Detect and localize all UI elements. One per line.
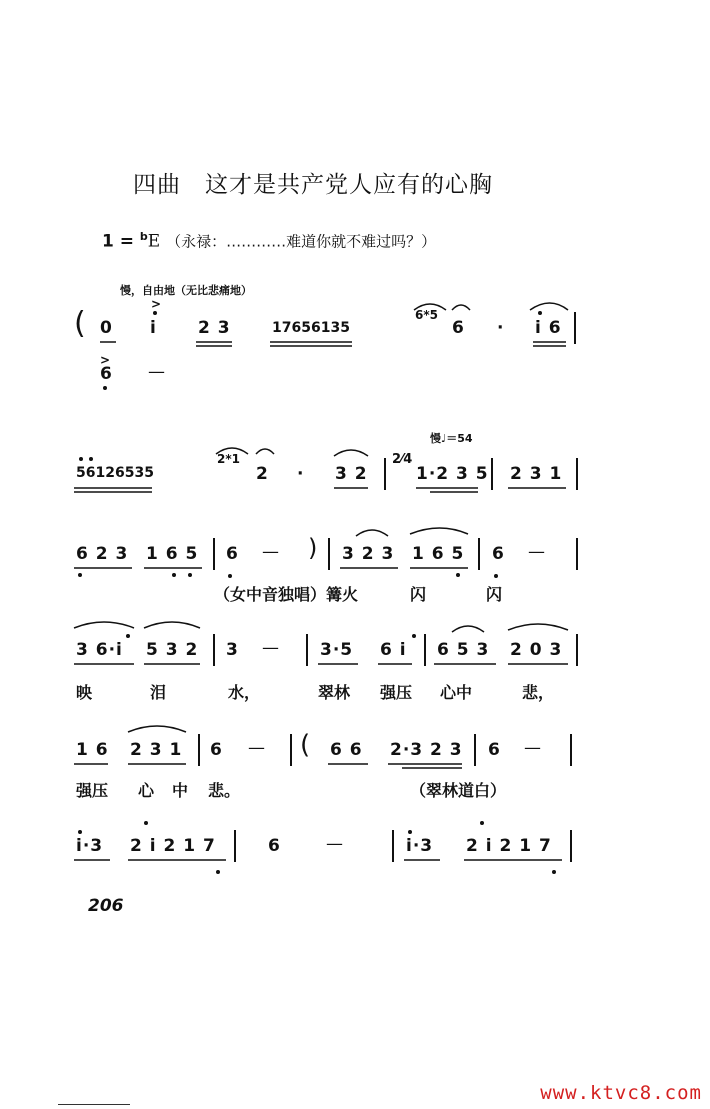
octave-dot xyxy=(103,386,107,390)
octave-dot xyxy=(538,311,542,315)
slur xyxy=(144,622,200,628)
slur xyxy=(216,448,248,454)
note-group: 6 xyxy=(210,740,223,760)
lyric: （女中音独唱）篝火 xyxy=(214,585,359,604)
note-group: 2 0 3 xyxy=(510,640,563,660)
dash: — xyxy=(148,362,166,382)
dot-extension: · xyxy=(297,464,305,484)
octave-dot xyxy=(89,457,93,461)
lyric: 悲， xyxy=(522,683,555,702)
octave-dot xyxy=(78,830,82,834)
note-group: 2·3 2 3 xyxy=(390,740,463,760)
octave-dot xyxy=(494,574,498,578)
lyric: 闪 xyxy=(486,585,503,604)
fermata xyxy=(452,305,470,310)
slur xyxy=(414,304,446,310)
time-signature: 2⁄4 xyxy=(392,452,413,467)
octave-dot xyxy=(228,574,232,578)
note-group: 2 xyxy=(256,464,269,484)
time-sig-bottom: 4 xyxy=(403,452,413,467)
note-group: i·3 xyxy=(76,836,104,856)
lyric: 强压 xyxy=(76,781,109,800)
note-group: 2 3 1 xyxy=(510,464,563,484)
open-paren: ( xyxy=(300,730,311,760)
note-group: 2 3 1 xyxy=(130,740,183,760)
lyric: 闪 xyxy=(410,585,427,604)
dash: — xyxy=(326,834,344,854)
intro-marking: 慢，自由地（无比悲痛地） xyxy=(120,284,252,297)
note-group: 2 3 xyxy=(198,318,231,338)
dash: — xyxy=(248,738,266,758)
note-group: 3·5 xyxy=(320,640,354,660)
lyric: 强压 xyxy=(380,683,413,702)
slur xyxy=(508,624,568,630)
time-sig-top: 2 xyxy=(392,452,402,467)
lyric: 泪 xyxy=(150,683,167,702)
lyric: 心中 xyxy=(440,683,473,702)
octave-dot xyxy=(188,573,192,577)
note-group: 2 i 2 1 7 xyxy=(466,836,552,856)
dash: — xyxy=(528,542,546,562)
key-note: （永禄：…………难道你就不难过吗？） xyxy=(166,232,437,251)
note-group: 0 xyxy=(100,318,113,338)
song-title: 四曲 这才是共产党人应有的心胸 xyxy=(133,172,493,198)
note-group: i 6 xyxy=(535,318,562,338)
lyric: （翠林道白） xyxy=(410,781,507,800)
key-flat: b xyxy=(139,230,148,243)
lyric: 心 xyxy=(138,781,155,800)
fermata xyxy=(256,449,274,454)
octave-dot xyxy=(153,311,157,315)
note-group: 6 i xyxy=(380,640,407,660)
note-run: 17656135 xyxy=(272,320,350,336)
note-group: 2 i 2 1 7 xyxy=(130,836,216,856)
close-paren: ) xyxy=(308,534,318,562)
open-paren: ( xyxy=(74,306,86,341)
octave-dot xyxy=(552,870,556,874)
slur xyxy=(356,530,388,536)
accent-mark: > xyxy=(100,353,111,367)
lyric: 映 xyxy=(76,683,93,702)
note-group: 1·2 3 5 xyxy=(416,464,489,484)
slur xyxy=(74,622,134,628)
dot-extension: · xyxy=(497,318,505,338)
accent-mark: > xyxy=(151,297,162,311)
lyric: 中 xyxy=(172,781,189,800)
note-group: 6 xyxy=(488,740,501,760)
slur xyxy=(410,528,468,534)
octave-dot xyxy=(412,634,416,638)
note-group: 6 xyxy=(226,544,239,564)
slur xyxy=(334,450,368,456)
note-group: 6 xyxy=(268,836,281,856)
lyric: 翠林 xyxy=(318,683,351,702)
note-group: 6 xyxy=(492,544,505,564)
watermark: www.ktvc8.com xyxy=(540,1082,702,1104)
slur xyxy=(452,626,484,632)
octave-dot xyxy=(456,573,460,577)
octave-dot xyxy=(172,573,176,577)
lyric: 悲。 xyxy=(208,781,241,800)
tempo-marking: 慢♩＝54 xyxy=(430,432,473,445)
note-group: 6 2 3 xyxy=(76,544,129,564)
lyric: 水， xyxy=(228,683,261,702)
key-tonic: E xyxy=(147,231,161,252)
octave-dot xyxy=(408,830,412,834)
note-group: 1 6 xyxy=(76,740,109,760)
note-group: 3 2 3 xyxy=(342,544,395,564)
dash: — xyxy=(262,638,280,658)
grace-notes: 2*1 xyxy=(217,452,240,466)
note-group: 6 5 3 xyxy=(437,640,490,660)
octave-dot xyxy=(480,821,484,825)
note-group: 5 3 2 xyxy=(146,640,199,660)
octave-dot xyxy=(78,573,82,577)
octave-dot xyxy=(144,821,148,825)
octave-dot xyxy=(79,457,83,461)
note-group: 6 xyxy=(100,364,113,384)
note-group: 3 6·i xyxy=(76,640,123,660)
note-group: i·3 xyxy=(406,836,434,856)
note-group: 3 xyxy=(226,640,239,660)
note-group: 1 6 5 xyxy=(412,544,465,564)
note-group: 6 xyxy=(452,318,465,338)
note-group: 1 6 5 xyxy=(146,544,199,564)
key-prefix: 1 = xyxy=(102,231,140,252)
note-group: 3 2 xyxy=(335,464,368,484)
note-group: i xyxy=(150,318,157,338)
dash: — xyxy=(524,738,542,758)
grace-notes: 6*5 xyxy=(415,308,438,322)
octave-dot xyxy=(126,634,130,638)
slur xyxy=(128,726,186,732)
octave-dot xyxy=(216,870,220,874)
dash: — xyxy=(262,542,280,562)
note-run: 56126535 xyxy=(76,465,154,481)
note-group: 6 6 xyxy=(330,740,363,760)
page-number: 206 xyxy=(88,896,124,916)
slur xyxy=(530,303,568,310)
